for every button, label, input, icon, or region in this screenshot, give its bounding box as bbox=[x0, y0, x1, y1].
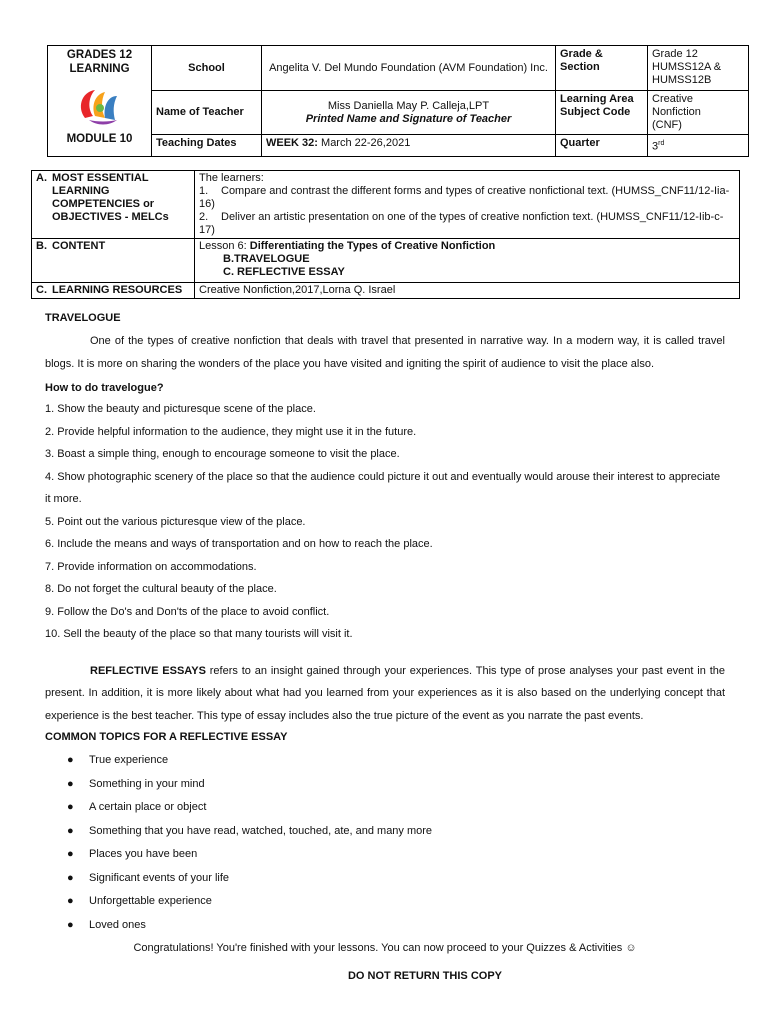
subject-name: Creative Nonfiction bbox=[652, 93, 701, 118]
list-item bbox=[45, 914, 725, 938]
bullet-icon: ● bbox=[67, 777, 74, 790]
learning-label: LEARNING bbox=[69, 63, 130, 75]
subject-code: (CNF) bbox=[652, 119, 682, 131]
objective-text: Deliver an artistic presentation on one of the types of creative nonfiction text. (HUMSS_CNF11/12-Iib-c-17) bbox=[199, 211, 724, 236]
list-item bbox=[45, 843, 725, 867]
school-value: Angelita V. Del Mundo Foundation (AVM Foundation) Inc. bbox=[262, 46, 556, 91]
bullet-icon: ● bbox=[67, 848, 74, 860]
quarter-number: 3 bbox=[652, 140, 659, 153]
objective-number: 1. bbox=[199, 185, 209, 197]
list-item bbox=[45, 890, 725, 914]
topic-text: A certain place or object bbox=[89, 801, 207, 813]
school-logo-icon bbox=[75, 82, 125, 128]
learning-area-label bbox=[556, 91, 648, 135]
topic-text: Something that you have read, watched, touched, ate, and many more bbox=[89, 824, 433, 837]
week-dates: March 22-26,2021 bbox=[321, 137, 411, 149]
melc-label-cell bbox=[32, 171, 195, 239]
lesson-subtopic-reflective: C. REFLECTIVE ESSAY bbox=[223, 266, 345, 278]
topic-text: Places you have been bbox=[89, 848, 198, 860]
grades-label: GRADES 12 bbox=[66, 49, 133, 61]
header-table bbox=[47, 45, 749, 157]
list-item: 7. Provide information on accommodations. bbox=[45, 560, 257, 573]
list-item: 3. Boast a simple thing, enough to encourage someone to visit the place. bbox=[45, 448, 400, 460]
bullet-icon: ● bbox=[67, 824, 74, 837]
learning-area-text: Learning Area bbox=[560, 93, 634, 105]
reflective-lead: REFLECTIVE ESSAYS bbox=[90, 664, 206, 677]
melc-objectives-cell bbox=[195, 171, 740, 239]
topic-text: Something in your mind bbox=[89, 777, 205, 790]
objective-number: 2. bbox=[199, 211, 209, 223]
list-item: 6. Include the means and ways of transportation and on how to reach the place. bbox=[45, 538, 433, 550]
melc-label-line1: MOST ESSENTIAL bbox=[52, 172, 149, 184]
topic-text: Unforgettable experience bbox=[89, 895, 212, 907]
section-value-b: HUMSS12B bbox=[652, 74, 712, 86]
objective-item bbox=[199, 185, 735, 211]
list-item bbox=[45, 796, 725, 820]
resources-value: Creative Nonfiction,2017,Lorna Q. Israel bbox=[195, 283, 740, 299]
lesson-prefix: Lesson 6: bbox=[199, 240, 247, 252]
resources-label: LEARNING RESOURCES bbox=[52, 284, 183, 296]
topic-text: Significant events of your life bbox=[89, 871, 230, 884]
list-item: 10. Sell the beauty of the place so that many tourists will visit it. bbox=[45, 628, 353, 640]
bullet-icon: ● bbox=[67, 801, 74, 813]
teacher-signature-caption: Printed Name and Signature of Teacher bbox=[305, 112, 512, 125]
quarter-label: Quarter bbox=[556, 135, 648, 157]
travelogue-paragraph: One of the types of creative nonfiction that deals with travel that presented in narrative way. In a modern way, it is called travel blogs. It is more on sharing the wonders of the place you have visited and igniting the spirit of audience to visit the place also. bbox=[45, 335, 725, 370]
grade-value: Grade 12 bbox=[652, 48, 698, 60]
teaching-dates-value bbox=[262, 135, 556, 157]
module-title-cell bbox=[48, 46, 152, 157]
topics-list bbox=[45, 749, 725, 937]
howto-heading: How to do travelogue? bbox=[45, 382, 164, 394]
reflective-paragraph bbox=[45, 660, 725, 728]
do-not-return-notice: DO NOT RETURN THIS COPY bbox=[347, 970, 502, 982]
topics-heading: COMMON TOPICS FOR A REFLECTIVE ESSAY bbox=[45, 731, 288, 743]
travelogue-steps bbox=[45, 398, 725, 646]
content-label-cell bbox=[32, 239, 195, 283]
teacher-value-cell bbox=[262, 91, 556, 135]
objective-item bbox=[199, 211, 735, 237]
section-value-a: HUMSS12A & bbox=[652, 61, 722, 73]
list-item bbox=[45, 773, 725, 797]
content-label: CONTENT bbox=[52, 240, 106, 252]
section-a-letter: A. bbox=[36, 172, 47, 184]
closing-message: Congratulations! You're finished with your lessons. You can now proceed to your Quizzes & Activities ☺ bbox=[133, 942, 637, 954]
lesson-title: Differentiating the Types of Creative Nonfiction bbox=[249, 240, 496, 252]
melc-label-line3: COMPETENCIES or bbox=[52, 198, 155, 210]
teacher-label: Name of Teacher bbox=[152, 91, 262, 135]
bullet-icon: ● bbox=[67, 895, 74, 907]
teaching-dates-label: Teaching Dates bbox=[152, 135, 262, 157]
bullet-icon: ● bbox=[67, 918, 74, 931]
melc-label-line4: OBJECTIVES - MELCs bbox=[52, 211, 169, 223]
list-item bbox=[45, 867, 725, 891]
list-item: 4. Show photographic scenery of the place so that the audience could picture it out and eventually would arouse their interest to appreciate it more. bbox=[45, 470, 721, 505]
melc-table bbox=[31, 170, 740, 299]
topic-text: Loved ones bbox=[89, 918, 146, 931]
list-item: 1. Show the beauty and picturesque scene of the place. bbox=[45, 403, 316, 415]
resources-label-cell bbox=[32, 283, 195, 299]
list-item: 2. Provide helpful information to the audience, they might use it in the future. bbox=[45, 425, 417, 438]
teacher-name: Miss Daniella May P. Calleja,LPT bbox=[327, 99, 490, 112]
list-item: 9. Follow the Do's and Don'ts of the place to avoid conflict. bbox=[45, 605, 330, 618]
grade-section-value bbox=[648, 46, 749, 91]
section-b-letter: B. bbox=[36, 240, 47, 252]
learners-intro: The learners: bbox=[199, 172, 264, 184]
list-item bbox=[45, 749, 725, 773]
bullet-icon: ● bbox=[67, 871, 74, 884]
section-c-letter: C. bbox=[36, 284, 47, 296]
quarter-value bbox=[648, 135, 749, 157]
list-item: 8. Do not forget the cultural beauty of the place. bbox=[45, 583, 277, 595]
list-item: 5. Point out the various picturesque view of the place. bbox=[45, 515, 306, 528]
quarter-suffix: rd bbox=[658, 140, 665, 147]
lesson-body bbox=[45, 310, 725, 996]
reflective-text: refers to an insight gained through your experiences. This type of prose analyses your past event in the present. In addition, it is more likely about what had you learned from your experiences as it is also based on the underlying concept that experience is the best teacher. This type of essay includes also the true picture of the event as you narrate the past events. bbox=[45, 664, 726, 722]
week-label: WEEK 32: bbox=[266, 137, 318, 149]
melc-label-line2: LEARNING bbox=[52, 185, 110, 197]
bullet-icon: ● bbox=[67, 754, 74, 766]
subject-code-text: Subject Code bbox=[560, 106, 631, 118]
objective-text: Compare and contrast the different forms and types of creative nonfictional text. (HUMSS_CNF11/12-Iia-16) bbox=[199, 185, 730, 210]
grade-section-label: Grade & Section bbox=[556, 46, 648, 91]
lesson-subtopic-travelogue: B.TRAVELOGUE bbox=[223, 253, 310, 265]
learning-area-value bbox=[648, 91, 749, 135]
travelogue-heading: TRAVELOGUE bbox=[45, 312, 121, 324]
content-cell bbox=[195, 239, 740, 283]
module-label: MODULE 10 bbox=[66, 133, 133, 145]
school-label: School bbox=[152, 46, 262, 91]
list-item bbox=[45, 820, 725, 844]
topic-text: True experience bbox=[89, 754, 169, 766]
